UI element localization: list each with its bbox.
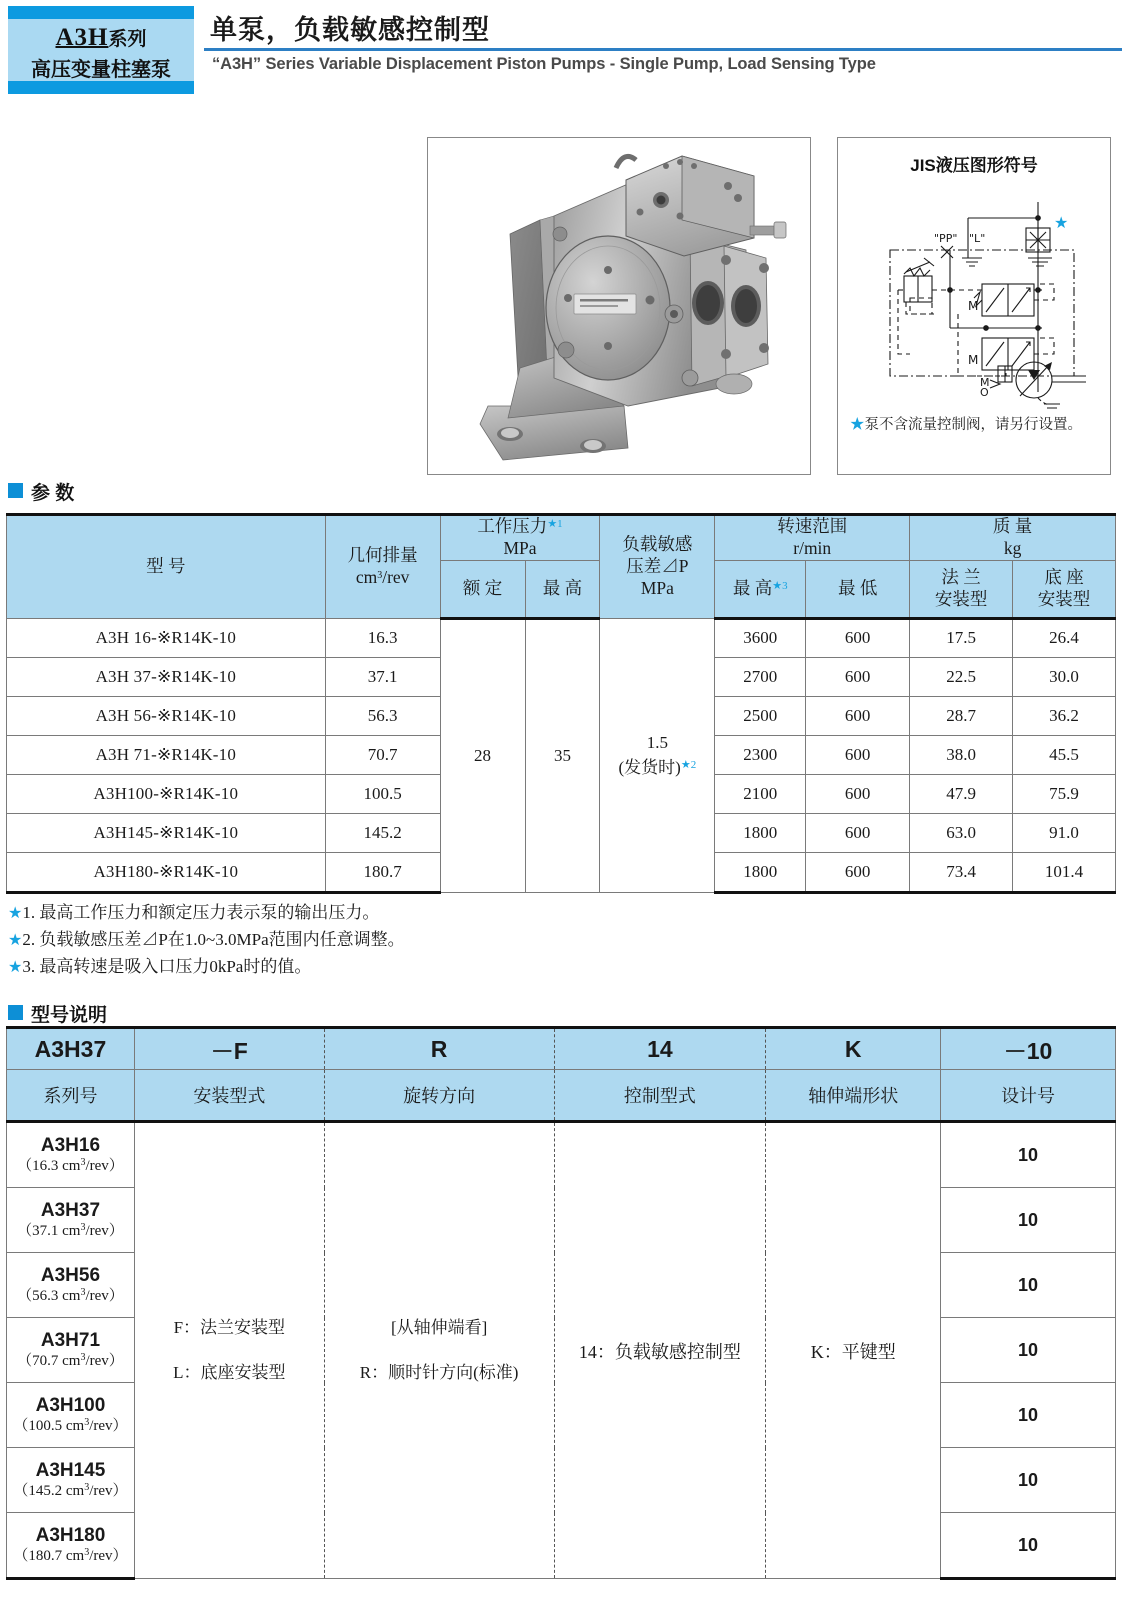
series-cell — [7, 1122, 135, 1188]
section-heading-model-code-label: 型号说明 — [31, 1005, 108, 1026]
series-model: A3H37 — [40, 1199, 101, 1221]
header-displacement-sup: 3 — [377, 569, 383, 581]
series-disp-sup: 3 — [84, 1416, 90, 1428]
series-displacement — [7, 1157, 134, 1175]
design-number: 10 — [941, 1253, 1116, 1318]
label-rotation: 旋转方向 — [324, 1070, 554, 1122]
cell-model: A3H 16-※R14K-10 — [7, 618, 326, 657]
cell-displacement: 16.3 — [325, 618, 440, 657]
cell-speed-max: 2100 — [715, 774, 806, 813]
mounting-option-f: F：法兰安装型 — [173, 1318, 286, 1338]
series-disp-pre: （56.3 cm — [17, 1287, 81, 1304]
logo-top-bar — [8, 6, 194, 19]
header-displacement-unit: cm — [355, 566, 378, 587]
header-working-pressure-l1 — [441, 516, 600, 538]
rotation-view-note: [从轴伸端看] — [390, 1318, 488, 1338]
series-displacement — [7, 1352, 134, 1370]
series-disp-sup: 3 — [80, 1156, 86, 1168]
shaft-description: K：平键型 — [766, 1122, 941, 1579]
footnote-number: 2. — [22, 929, 36, 949]
cell-speed-max: 1800 — [715, 813, 806, 852]
footnote-item — [8, 954, 405, 981]
footnote-text: 最高工作压力和额定压力表示泵的输出压力。 — [39, 903, 380, 922]
series-disp-post: /rev） — [89, 1417, 128, 1434]
footnote-number: 3. — [22, 956, 36, 976]
design-number: 10 — [941, 1383, 1116, 1448]
cell-speed-max: 2500 — [715, 696, 806, 735]
header-mass-flange-l1: 法 兰 — [941, 566, 981, 587]
parameters-footnotes — [8, 900, 405, 980]
cell-model: A3H 56-※R14K-10 — [7, 696, 326, 735]
jis-star-marker: ★ — [1054, 213, 1069, 232]
cell-model: A3H145-※R14K-10 — [7, 813, 326, 852]
cell-mass-flange: 17.5 — [910, 618, 1013, 657]
series-disp-post: /rev） — [85, 1352, 124, 1369]
series-displacement — [7, 1482, 134, 1500]
title-divider — [204, 48, 1122, 51]
jis-label-pp: "PP" — [934, 232, 958, 245]
cell-model: A3H 71-※R14K-10 — [7, 735, 326, 774]
series-disp-post: /rev） — [89, 1547, 128, 1564]
header-rated-pressure: 额 定 — [440, 560, 525, 618]
page-header — [0, 0, 1122, 100]
series-disp-sup: 3 — [80, 1286, 86, 1298]
cell-displacement: 37.1 — [325, 657, 440, 696]
series-model: A3H71 — [40, 1329, 101, 1351]
section-heading-parameters-label: 参 数 — [31, 483, 75, 504]
design-number: 10 — [941, 1513, 1116, 1579]
series-model: A3H56 — [40, 1264, 101, 1286]
cell-speed-min: 600 — [806, 696, 910, 735]
series-displacement — [7, 1287, 134, 1305]
svg-text:M: M — [980, 376, 990, 389]
label-mounting: 安装型式 — [134, 1070, 324, 1122]
header-displacement — [325, 515, 440, 619]
star-icon: ★ — [8, 931, 23, 949]
header-load-sensing-unit: MPa — [640, 577, 674, 598]
series-disp-pre: （70.7 cm — [17, 1352, 81, 1369]
logo-series-code: A3H — [55, 24, 109, 51]
jis-hydraulic-symbol-diagram — [838, 180, 1110, 410]
cell-mass-foot: 36.2 — [1013, 696, 1116, 735]
cell-displacement: 56.3 — [325, 696, 440, 735]
code-shaft: K — [766, 1028, 941, 1070]
code-design: －10 — [941, 1028, 1116, 1070]
cell-speed-max: 2700 — [715, 657, 806, 696]
cell-speed-min: 600 — [806, 657, 910, 696]
series-disp-post: /rev） — [85, 1222, 124, 1239]
series-displacement — [7, 1222, 134, 1240]
cell-speed-min: 600 — [806, 852, 910, 892]
code-control: 14 — [554, 1028, 766, 1070]
star-icon: ★ — [8, 958, 23, 976]
table-header-row-1 — [7, 515, 1116, 561]
rotation-description — [324, 1122, 554, 1579]
cell-mass-foot: 45.5 — [1013, 735, 1116, 774]
model-code-row — [7, 1028, 1116, 1070]
footnote-text: 最高转速是吸入口压力0kPa时的值。 — [39, 956, 312, 976]
footnote-item — [8, 927, 405, 954]
header-working-pressure-label: 工作压力 — [477, 516, 548, 536]
design-number: 10 — [941, 1188, 1116, 1253]
page-title: 单泵，负载敏感控制型 — [210, 15, 490, 45]
pump-photo-illustration — [428, 138, 810, 474]
cell-speed-min: 600 — [806, 618, 910, 657]
series-disp-sup: 3 — [84, 1546, 90, 1558]
series-disp-post: /rev） — [85, 1157, 124, 1174]
header-speed-min: 最 低 — [806, 560, 910, 618]
logo-bottom-bar — [8, 81, 194, 94]
header-model: 型 号 — [7, 515, 326, 619]
jis-panel-note — [850, 415, 1100, 435]
header-mass — [910, 515, 1116, 561]
cell-speed-max: 1800 — [715, 852, 806, 892]
series-cell — [7, 1383, 135, 1448]
star-icon: ★ — [8, 905, 23, 922]
series-model: A3H16 — [40, 1134, 101, 1156]
header-speed-max-label: 最 高 — [732, 577, 773, 598]
cell-mass-foot: 91.0 — [1013, 813, 1116, 852]
design-number: 10 — [941, 1448, 1116, 1513]
svg-text:M: M — [968, 299, 979, 313]
mounting-description — [134, 1122, 324, 1579]
square-bullet-icon — [8, 1005, 23, 1020]
header-load-sensing — [600, 515, 715, 619]
label-series: 系列号 — [7, 1070, 135, 1122]
series-cell — [7, 1318, 135, 1383]
jis-label-l: "L" — [969, 232, 986, 245]
header-mass-unit: kg — [1003, 537, 1022, 558]
parameters-table — [6, 513, 1116, 894]
product-logo — [8, 6, 194, 94]
series-disp-pre: （180.7 cm — [13, 1547, 85, 1564]
series-disp-pre: （37.1 cm — [17, 1222, 81, 1239]
header-mass-flange — [910, 560, 1013, 618]
jis-note-text: 泵不含流量控制阀，请另行设置。 — [864, 417, 1082, 433]
code-mounting: －F — [134, 1028, 324, 1070]
pump-photo-panel — [427, 137, 811, 475]
cell-load-sensing — [600, 618, 715, 892]
control-description: 14：负载敏感控制型 — [554, 1122, 766, 1579]
rotation-option-r: R：顺时针方向(标准) — [359, 1362, 519, 1382]
series-disp-sup: 3 — [80, 1351, 86, 1363]
series-disp-post: /rev） — [89, 1482, 128, 1499]
jis-symbol-panel — [837, 137, 1111, 475]
footnote-ref-1: ★1 — [547, 518, 563, 530]
cell-speed-min: 600 — [806, 813, 910, 852]
design-number: 10 — [941, 1122, 1116, 1188]
cell-model: A3H180-※R14K-10 — [7, 852, 326, 892]
series-disp-sup: 3 — [84, 1481, 90, 1493]
cell-mass-foot: 30.0 — [1013, 657, 1116, 696]
page-subtitle: “A3H” Series Variable Displacement Piston Pumps - Single Pump, Load Sensing Type — [212, 55, 876, 73]
cell-speed-max: 3600 — [715, 618, 806, 657]
series-model: A3H180 — [35, 1524, 106, 1546]
cell-mass-flange: 63.0 — [910, 813, 1013, 852]
series-cell — [7, 1188, 135, 1253]
section-heading-parameters — [8, 478, 74, 505]
code-rotation: R — [324, 1028, 554, 1070]
cell-load-sensing-note-text: (发货时) — [618, 757, 681, 777]
header-max-pressure: 最 高 — [525, 560, 600, 618]
cell-speed-max: 2300 — [715, 735, 806, 774]
series-displacement — [7, 1547, 134, 1565]
footnote-number: 1. — [22, 903, 36, 922]
cell-mass-foot: 26.4 — [1013, 618, 1116, 657]
series-disp-pre: （100.5 cm — [13, 1417, 85, 1434]
series-disp-post: /rev） — [85, 1287, 124, 1304]
logo-series-suffix: 系列 — [108, 29, 147, 50]
cell-mass-flange: 38.0 — [910, 735, 1013, 774]
table-row — [7, 618, 1116, 657]
svg-text:O: O — [980, 386, 989, 399]
footnote-text: 负载敏感压差⊿P在1.0~3.0MPa范围内任意调整。 — [39, 929, 405, 949]
series-displacement — [7, 1417, 134, 1435]
header-speed-range-label: 转速范围 — [777, 516, 848, 536]
header-speed-range — [715, 515, 910, 561]
series-cell — [7, 1253, 135, 1318]
header-mass-foot-l2: 安装型 — [1037, 588, 1091, 609]
header-working-pressure — [440, 515, 600, 561]
footnote-item — [8, 900, 405, 927]
cell-mass-flange: 28.7 — [910, 696, 1013, 735]
cell-load-sensing-note — [600, 753, 714, 778]
series-model: A3H145 — [35, 1459, 106, 1481]
series-cell — [7, 1513, 135, 1579]
series-disp-pre: （145.2 cm — [13, 1482, 85, 1499]
cell-displacement: 180.7 — [325, 852, 440, 892]
header-mass-flange-l2: 安装型 — [934, 588, 988, 609]
header-displacement-tail: /rev — [382, 566, 410, 587]
cell-mass-flange: 73.4 — [910, 852, 1013, 892]
cell-displacement: 100.5 — [325, 774, 440, 813]
cell-model: A3H 37-※R14K-10 — [7, 657, 326, 696]
label-control: 控制型式 — [554, 1070, 766, 1122]
cell-mass-flange: 22.5 — [910, 657, 1013, 696]
header-displacement-l2 — [326, 567, 440, 589]
logo-series-line — [8, 24, 194, 52]
series-model: A3H100 — [35, 1394, 106, 1416]
star-icon: ★ — [850, 417, 865, 433]
jis-panel-title: JIS液压图形符号 — [910, 156, 1038, 175]
header-mass-label: 质 量 — [992, 516, 1033, 536]
header-displacement-l1: 几何排量 — [347, 545, 418, 565]
series-cell — [7, 1448, 135, 1513]
model-label-row — [7, 1070, 1116, 1122]
mounting-option-l: L：底座安装型 — [173, 1362, 286, 1382]
cell-mass-flange: 47.9 — [910, 774, 1013, 813]
cell-speed-min: 600 — [806, 774, 910, 813]
cell-rated-pressure: 28 — [440, 618, 525, 892]
svg-text:M: M — [968, 353, 979, 367]
cell-max-pressure: 35 — [525, 618, 600, 892]
model-code-table — [6, 1026, 1116, 1580]
footnote-ref-2: ★2 — [680, 758, 697, 771]
header-load-sensing-l1: 负载敏感 — [622, 534, 693, 555]
label-design: 设计号 — [941, 1070, 1116, 1122]
section-heading-model-code — [8, 1000, 107, 1027]
cell-displacement: 145.2 — [325, 813, 440, 852]
cell-load-sensing-value: 1.5 — [646, 732, 668, 752]
footnote-ref-3: ★3 — [772, 579, 788, 592]
cell-displacement: 70.7 — [325, 735, 440, 774]
cell-model: A3H100-※R14K-10 — [7, 774, 326, 813]
header-working-pressure-unit: MPa — [503, 537, 537, 558]
design-number: 10 — [941, 1318, 1116, 1383]
header-load-sensing-l2: 压差⊿P — [626, 555, 689, 576]
cell-mass-foot: 75.9 — [1013, 774, 1116, 813]
model-series-row — [7, 1122, 1116, 1188]
code-series: A3H37 — [7, 1028, 135, 1070]
series-disp-pre: （16.3 cm — [17, 1157, 81, 1174]
cell-mass-foot: 101.4 — [1013, 852, 1116, 892]
header-mass-foot — [1013, 560, 1116, 618]
series-disp-sup: 3 — [80, 1221, 86, 1233]
square-bullet-icon — [8, 483, 23, 498]
label-shaft: 轴伸端形状 — [766, 1070, 941, 1122]
cell-speed-min: 600 — [806, 735, 910, 774]
header-mass-foot-l1: 底 座 — [1044, 566, 1084, 587]
header-speed-range-unit: r/min — [793, 537, 832, 558]
header-speed-max — [715, 560, 806, 618]
logo-subtitle: 高压变量柱塞泵 — [31, 59, 171, 81]
